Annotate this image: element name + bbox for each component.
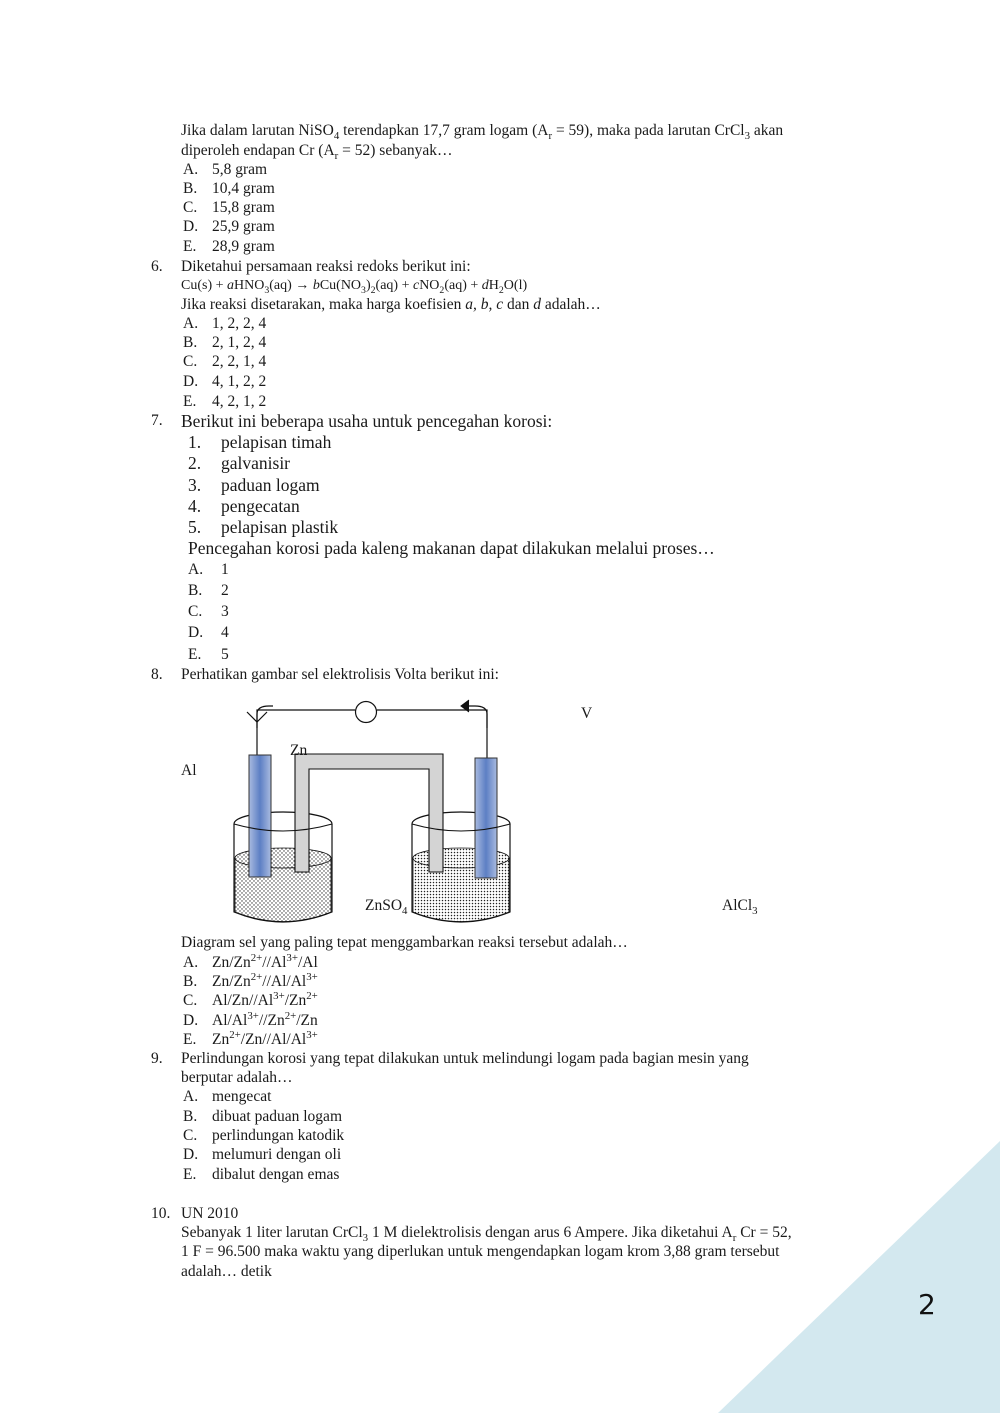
q7-item-5: 5. pelapisan plastik [188, 517, 339, 537]
label-al: Al [181, 762, 197, 779]
q5-option-d[interactable]: D. 25,9 gram [183, 218, 275, 235]
q7-item-4: 4. pengecatan [188, 496, 300, 516]
q7-option-b[interactable]: B. 2 [188, 582, 229, 599]
electrode-left [249, 755, 271, 877]
q6-text: Diketahui persamaan reaksi redoks berikut ini: [181, 258, 471, 275]
q7-option-c[interactable]: C. 3 [188, 603, 229, 620]
q6-option-b[interactable]: B. 2, 1, 2, 4 [183, 334, 267, 351]
q9-text-line2: berputar adalah… [181, 1069, 293, 1086]
q9-option-e[interactable]: E. dibalut dengan emas [183, 1166, 340, 1183]
q5-option-e[interactable]: E. 28,9 gram [183, 238, 275, 255]
q10-text-line1: Sebanyak 1 liter larutan CrCl$_3$ 1 M dielektrolisis dengan arus 6 Ampere. Jika diketahui $A_r$ Cr = 52, [181, 1224, 792, 1245]
q7-option-a[interactable]: A. 1 [188, 561, 229, 578]
q7-option-e[interactable]: E. 5 [188, 646, 229, 663]
q9-option-c[interactable]: C. perlindungan katodik [183, 1127, 345, 1144]
page-number: 2 [918, 1288, 936, 1321]
q6-number: 6. [151, 258, 163, 275]
q10-number: 10. [151, 1205, 171, 1222]
q8-option-c[interactable]: C. $Al/Zn//Al^{3+}/Zn^{2+}$ [183, 989, 318, 1009]
q6-question: Jika reaksi disetarakan, maka harga koefisien a, b, c dan d adalah… [181, 296, 601, 313]
q10-text-line2: 1 F = 96.500 maka waktu yang diperlukan untuk mengendapkan logam krom 3,88 gram tersebut [181, 1243, 780, 1260]
q7-item-1: 1. pelapisan timah [188, 432, 332, 452]
electrode-right [475, 758, 497, 878]
q6-option-d[interactable]: D. 4, 1, 2, 2 [183, 373, 267, 390]
q8-question: Diagram sel yang paling tepat menggambarkan reaksi tersebut adalah… [181, 934, 628, 951]
q9-option-a[interactable]: A. mengecat [183, 1088, 272, 1105]
q5-text-line2: diperoleh endapan Cr $(A_r = 52)$ sebanyak… [181, 142, 453, 163]
q7-option-d[interactable]: D. 4 [188, 624, 229, 641]
label-v: V [581, 705, 593, 722]
q8-number: 8. [151, 666, 163, 683]
q6-option-a[interactable]: A. 1, 2, 2, 4 [183, 315, 267, 332]
q7-number: 7. [151, 412, 163, 429]
electron-flow-arrow-left [257, 706, 273, 728]
q8-option-a[interactable]: A. $Zn/Zn^{2+}//Al^{3+}/Al$ [183, 951, 318, 971]
q6-option-e[interactable]: E. 4, 2, 1, 2 [183, 393, 267, 410]
q10-source: UN 2010 [181, 1205, 239, 1222]
q9-option-d[interactable]: D. melumuri dengan oli [183, 1146, 342, 1163]
label-znso4: ZnSO$_4$ [365, 897, 408, 918]
q10-text-line3: adalah… detik [181, 1263, 272, 1280]
q8-text: Perhatikan gambar sel elektrolisis Volta berikut ini: [181, 666, 499, 683]
q5-option-a[interactable]: A. 5,8 gram [183, 161, 268, 178]
q7-item-2: 2. galvanisir [188, 453, 291, 473]
q8-option-e[interactable]: E. $Zn^{2+}/Zn//Al/Al^{3+}$ [183, 1028, 318, 1048]
q5-option-b[interactable]: B. 10,4 gram [183, 180, 275, 197]
q7-item-3: 3. paduan logam [188, 475, 320, 495]
label-zn: Zn [290, 742, 308, 759]
q5-text-line1: Jika dalam larutan NiSO$_4$ terendapkan 17,7 gram logam $(A_r = 59)$, maka pada larutan CrCl$_3$ akan [181, 122, 784, 143]
q8-option-d[interactable]: D. $Al/Al^{3+}//Zn^{2+}/Zn$ [183, 1009, 318, 1029]
electron-flow-arrow-right [467, 706, 487, 728]
label-alcl3: AlCl$_3$ [722, 897, 758, 918]
q5-option-c[interactable]: C. 15,8 gram [183, 199, 275, 216]
q9-text-line1: Perlindungan korosi yang tepat dilakukan untuk melindungi logam pada bagian mesin yang [181, 1050, 749, 1067]
q9-number: 9. [151, 1050, 163, 1067]
q6-equation: Cu(s) + aHNO$_3$(aq) → $bCu(NO_3)_2(aq) + cNO_2(aq) + dH_2O(l)$ [181, 278, 528, 296]
q8-option-b[interactable]: B. $Zn/Zn^{2+}//Al/Al^{3+}$ [183, 970, 318, 990]
q7-text: Berikut ini beberapa usaha untuk pencegahan korosi: [181, 411, 553, 431]
q7-question: Pencegahan korosi pada kaleng makanan dapat dilakukan melalui proses… [188, 538, 715, 558]
q6-option-c[interactable]: C. 2, 2, 1, 4 [183, 353, 267, 370]
voltmeter [356, 702, 377, 723]
decorative-corner-triangle [718, 1141, 1000, 1413]
q9-option-b[interactable]: B. dibuat paduan logam [183, 1108, 342, 1125]
